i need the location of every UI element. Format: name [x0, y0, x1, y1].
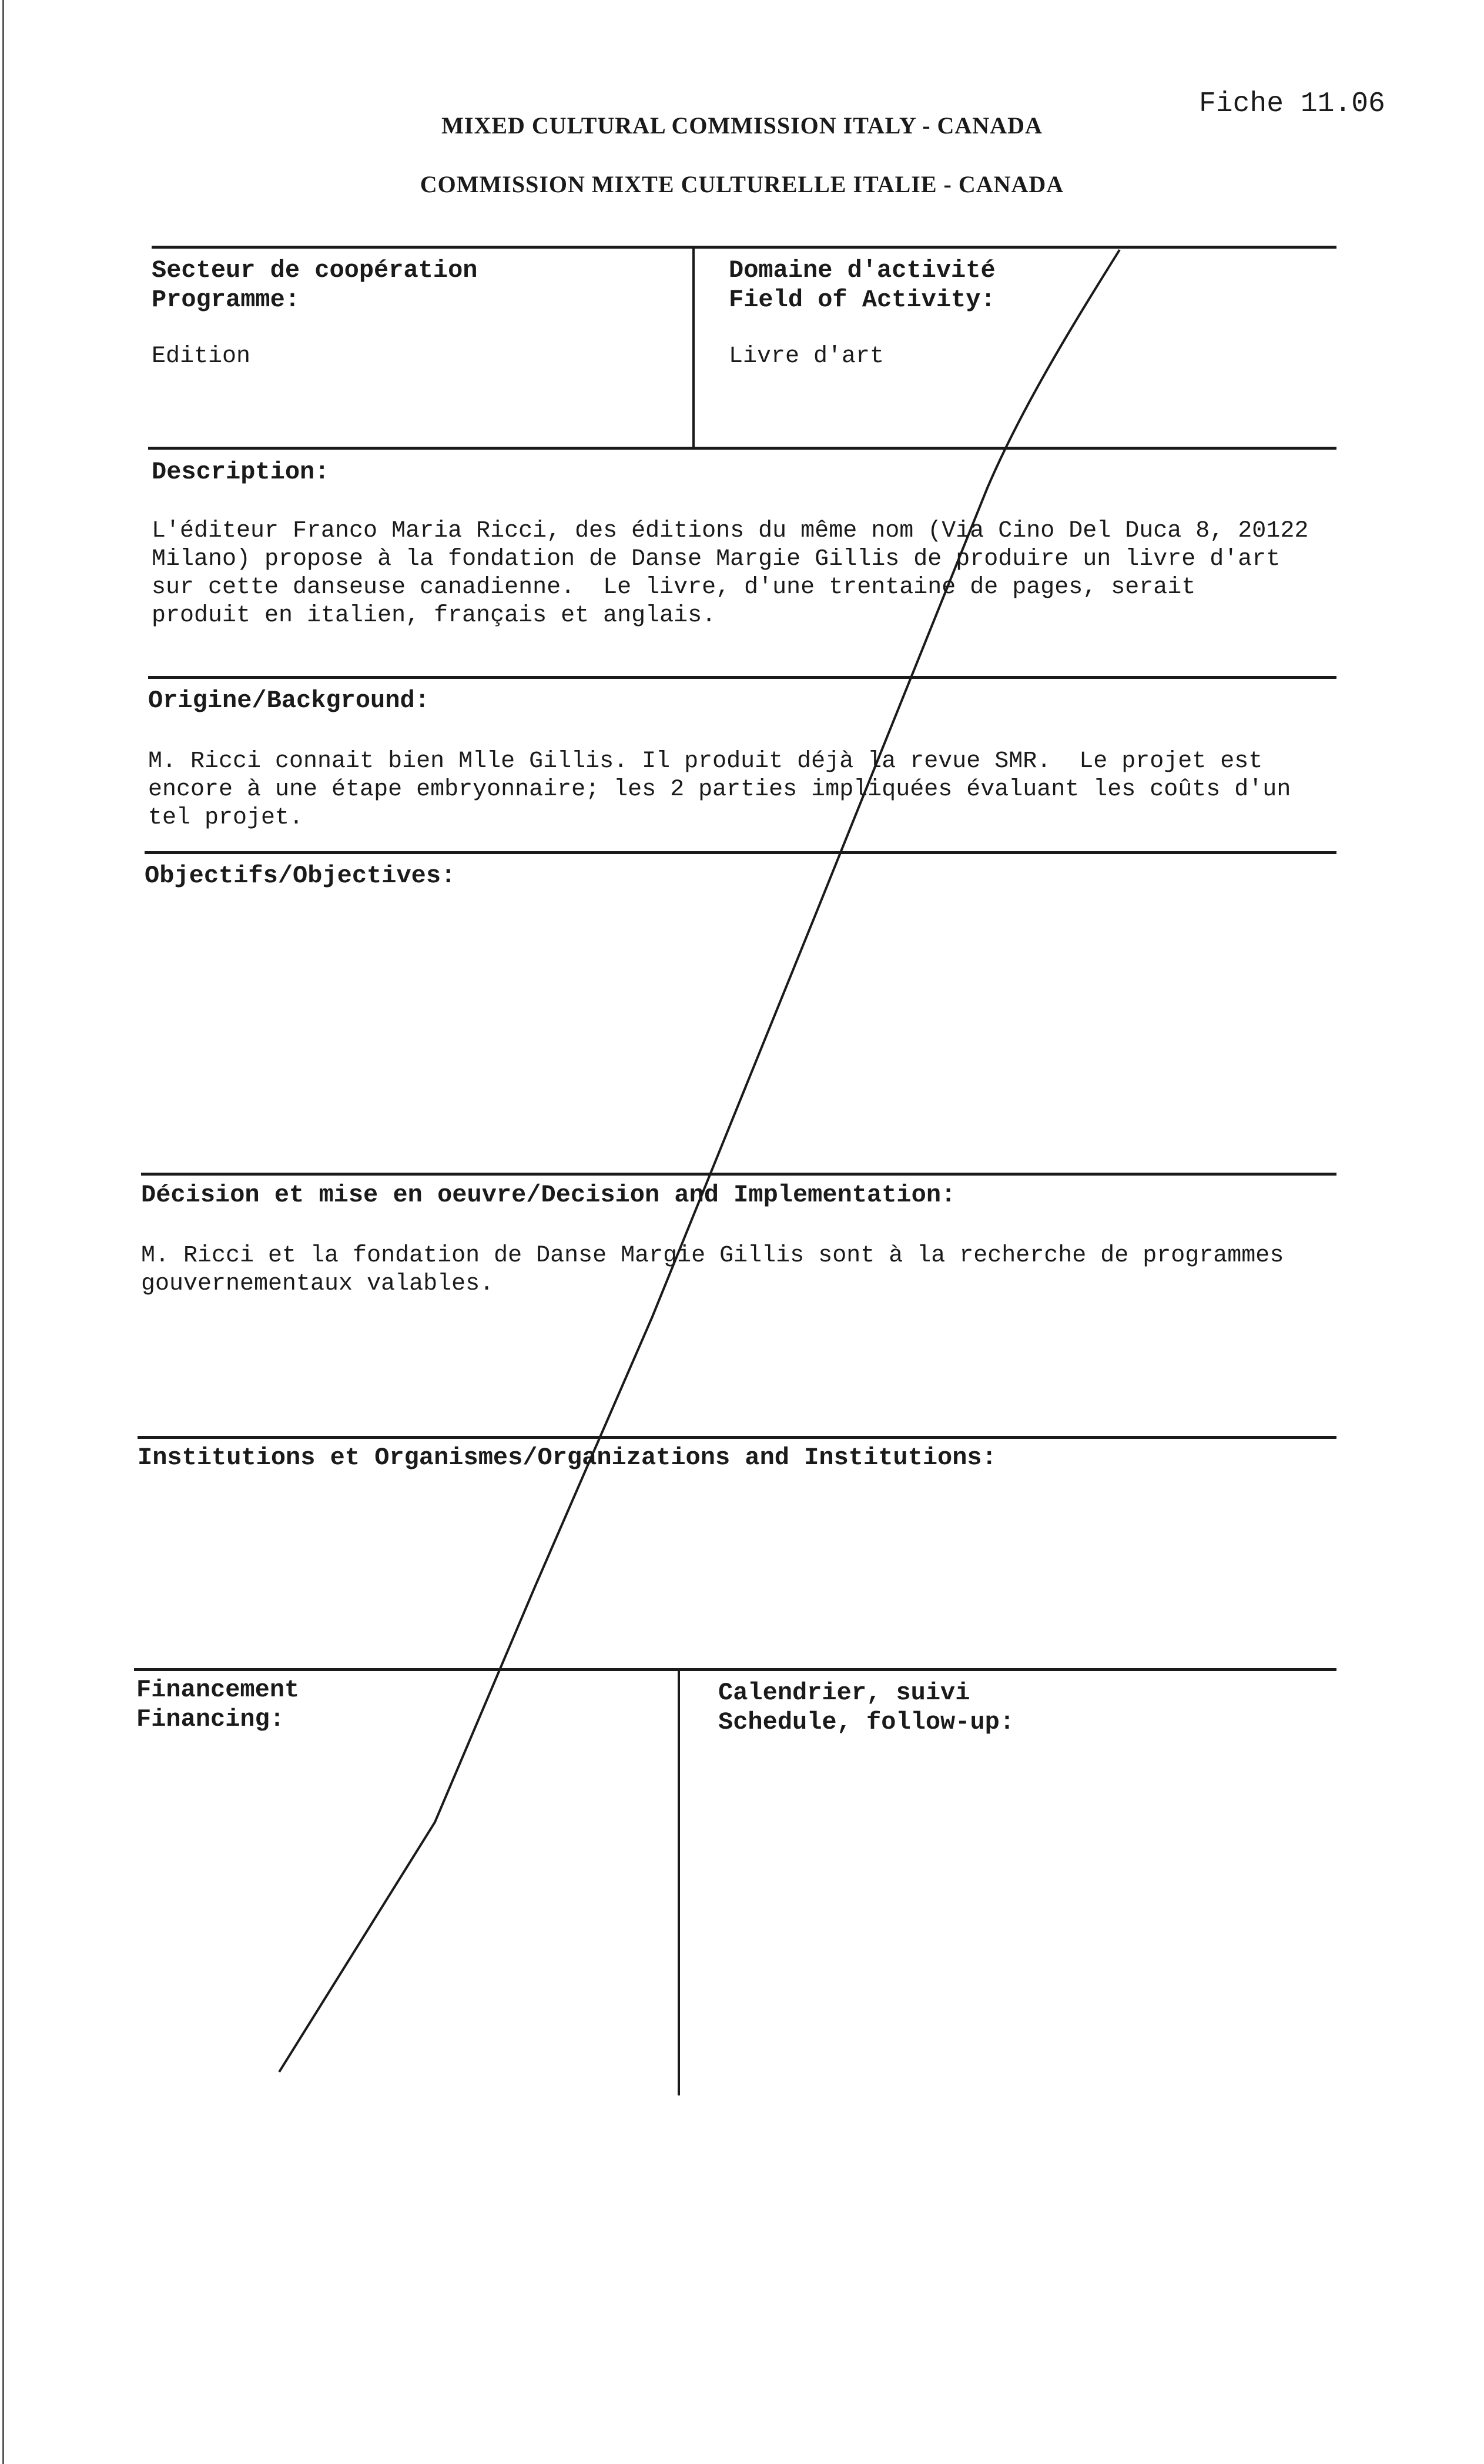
- financing-label-line2: Financing:: [136, 1705, 285, 1733]
- description-line: L'éditeur Franco Maria Ricci, des éditions du même nom (Via Cino Del Duca 8, 20122: [152, 518, 1309, 544]
- origin-line: encore à une étape embryonnaire; les 2 parties impliquées évaluant les coûts d'un: [148, 776, 1291, 803]
- origin-line: tel projet.: [148, 805, 304, 831]
- description-line: sur cette danseuse canadienne. Le livre, d'une trentaine de pages, serait: [152, 574, 1196, 601]
- title-french: COMMISSION MIXTE CULTURELLE ITALIE - CANADA: [420, 171, 1064, 197]
- sector-label-line2: Programme:: [152, 286, 300, 314]
- financing-label-line1: Financement: [136, 1676, 300, 1704]
- title-english: MIXED CULTURAL COMMISSION ITALY - CANADA: [441, 112, 1043, 139]
- schedule-label-line1: Calendrier, suivi: [718, 1679, 970, 1707]
- domain-label-line2: Field of Activity:: [729, 286, 996, 314]
- description-line: Milano) propose à la fondation de Danse Margie Gillis de produire un livre d'art: [152, 546, 1281, 573]
- origin-line: M. Ricci connait bien Mlle Gillis. Il produit déjà la revue SMR. Le projet est: [148, 748, 1263, 775]
- domain-value: Livre d'art: [729, 343, 885, 370]
- domain-label-line1: Domaine d'activité: [729, 256, 996, 284]
- sector-label-line1: Secteur de coopération: [152, 256, 478, 284]
- institutions-label: Institutions et Organismes/Organizations and Institutions:: [138, 1444, 997, 1472]
- description-label: Description:: [152, 458, 330, 486]
- origin-label: Origine/Background:: [148, 687, 430, 715]
- objectives-label: Objectifs/Objectives:: [145, 862, 456, 890]
- decision-line: M. Ricci et la fondation de Danse Margie Gillis sont à la recherche de programmes: [141, 1243, 1284, 1269]
- decision-line: gouvernementaux valables.: [141, 1271, 494, 1297]
- schedule-label-line2: Schedule, follow-up:: [718, 1708, 1015, 1736]
- decision-label: Décision et mise en oeuvre/Decision and Implementation:: [141, 1181, 956, 1209]
- fiche-number: Fiche 11.06: [1199, 88, 1385, 120]
- sector-value: Edition: [152, 343, 251, 370]
- description-line: produit en italien, français et anglais.: [152, 602, 716, 629]
